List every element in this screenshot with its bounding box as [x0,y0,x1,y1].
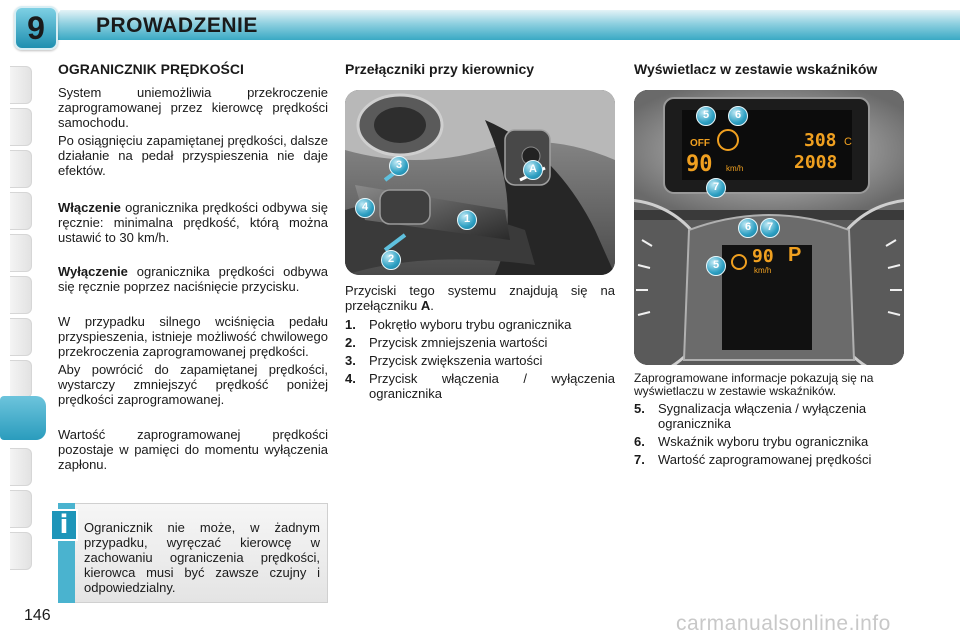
chapter-badge [14,6,58,50]
callout-5: 5 [696,106,716,126]
steering-switch-photo [345,90,615,275]
item-number: 4. [345,371,356,386]
instrument-cluster-photo [634,90,904,365]
paragraph-switch-off [58,264,328,294]
display-unit-top: km/h [726,164,744,173]
section-title-steering-controls: Przełączniki przy kierownicy [345,61,535,77]
item-text: Przycisk włączenia / wyłączenia ogranicznika [369,371,615,401]
paragraph: Po osiągnięciu zapamiętanej prędkości, dalsze działanie na pedał przyspieszenia nie daje efektów. [58,133,328,178]
callout-6: 6 [738,218,758,238]
display-text [634,372,906,467]
item-text: Przycisk zwiększenia wartości [369,353,543,368]
display-off-label: OFF [690,138,710,149]
callout-3: 3 [389,156,409,176]
item-number: 7. [634,452,645,467]
bold-term: Włączenie [58,200,121,215]
page-number: 146 [24,607,51,624]
chapter-tab[interactable] [10,108,32,146]
paragraph-text: ogranicznika prędkości odbywa się ręcznie: minimalna prędkość, którą można ustawić to 30 km/h. [58,200,328,245]
chapter-tab[interactable] [10,360,32,398]
chapter-tab[interactable] [10,66,32,104]
paragraph: System uniemożliwia przekroczenie zaprogramowanej przez kierowcę prędkości samochodu. [58,85,328,130]
item-number: 5. [634,401,645,416]
item-text: Wartość zaprogramowanej prędkości [658,452,872,467]
display-trip: 2008 [794,152,838,173]
watermark: carmanualsonline.info [676,612,891,635]
callout-1: 1 [457,210,477,230]
steering-switch-illustration [345,90,615,275]
chapter-tab[interactable] [10,448,32,486]
display-speed-top: 90 [686,152,713,177]
intro-paragraph [345,283,615,313]
paragraph: W przypadku silnego wciśnięcia pedału przyspieszenia, istnieje możliwość chwilowego przekroczenia zaprogramowanej prędkości. [58,314,328,359]
chapter-tab[interactable] [10,532,32,570]
steering-controls-text [345,283,615,401]
intro-text: Przyciski tego systemu znajdują się na przełączniku [345,283,615,313]
item-number: 1. [345,317,356,332]
chapter-number: 9 [27,10,45,46]
list-item [634,452,906,467]
display-list [634,401,906,467]
item-number: 3. [345,353,356,368]
item-number: 2. [345,335,356,350]
chapter-tabs [0,66,34,576]
display-intro: Zaprogramowane informacje pokazują się na wyświetlaczu w zestawie wskaźników. [634,371,874,398]
intro-bold: A [420,298,431,313]
display-mode: P [788,244,802,266]
chapter-tab[interactable] [10,276,32,314]
middle-column [345,62,615,77]
chapter-tab[interactable] [10,192,32,230]
paragraph: Wartość zaprogramowanej prędkości pozostaje w pamięci do momentu wyłączenia zapłonu. [58,427,328,472]
info-icon: i [50,509,78,541]
list-item [345,371,615,401]
list-item [345,353,615,368]
list-item [634,434,906,449]
callout-7: 7 [706,178,726,198]
chapter-tab[interactable] [10,150,32,188]
bold-term: Wyłączenie [58,264,128,279]
paragraph-text: ogranicznika prędkości odbywa się ręcznie poprzez naciśnięcie przycisku. [58,264,328,294]
list-item [634,401,906,431]
callout-4: 4 [355,198,375,218]
intro-end: . [430,298,434,313]
item-text: Pokrętło wyboru trybu ogranicznika [369,317,572,332]
section-title-display: Wyświetlacz w zestawie wskaźników [634,61,878,77]
display-speed-bottom: 90 [752,246,774,267]
display-odometer-unit: C [844,136,852,148]
list-item [345,317,615,332]
section-title-speed-limiter: OGRANICZNIK PRĘDKOŚCI [58,61,244,77]
paragraph: Aby powrócić do zapamiętanej prędkości, wystarczy zmniejszyć prędkość poniżej prędkości zaprogramowanej. [58,362,328,407]
page-header [0,0,960,50]
info-text: Ogranicznik nie może, w żadnym przypadku, wyręczać kierowcę w zachowaniu ograniczenia prędkości, kierowca musi być zawsze czujny i odpowiedzialny. [84,520,320,595]
display-unit-bottom: km/h [754,266,772,275]
chapter-tab-active[interactable] [0,396,46,440]
paragraph-switch-on [58,200,328,245]
right-column [634,62,924,77]
item-text: Przycisk zmniejszenia wartości [369,335,548,350]
item-text: Sygnalizacja włączenia / wyłączenia ogranicznika [658,401,867,431]
chapter-tab[interactable] [10,490,32,528]
item-number: 6. [634,434,645,449]
callout-A: A [523,160,543,180]
chapter-tab[interactable] [10,234,32,272]
left-column [58,62,328,472]
callout-6: 6 [728,106,748,126]
controls-list [345,317,615,401]
callout-7: 7 [760,218,780,238]
callout-2: 2 [381,250,401,270]
display-odometer: 308 [804,130,837,151]
item-text: Wskaźnik wyboru trybu ogranicznika [658,434,869,449]
callout-5: 5 [706,256,726,276]
list-item [345,335,615,350]
chapter-title: PROWADZENIE [96,14,258,37]
chapter-tab[interactable] [10,318,32,356]
